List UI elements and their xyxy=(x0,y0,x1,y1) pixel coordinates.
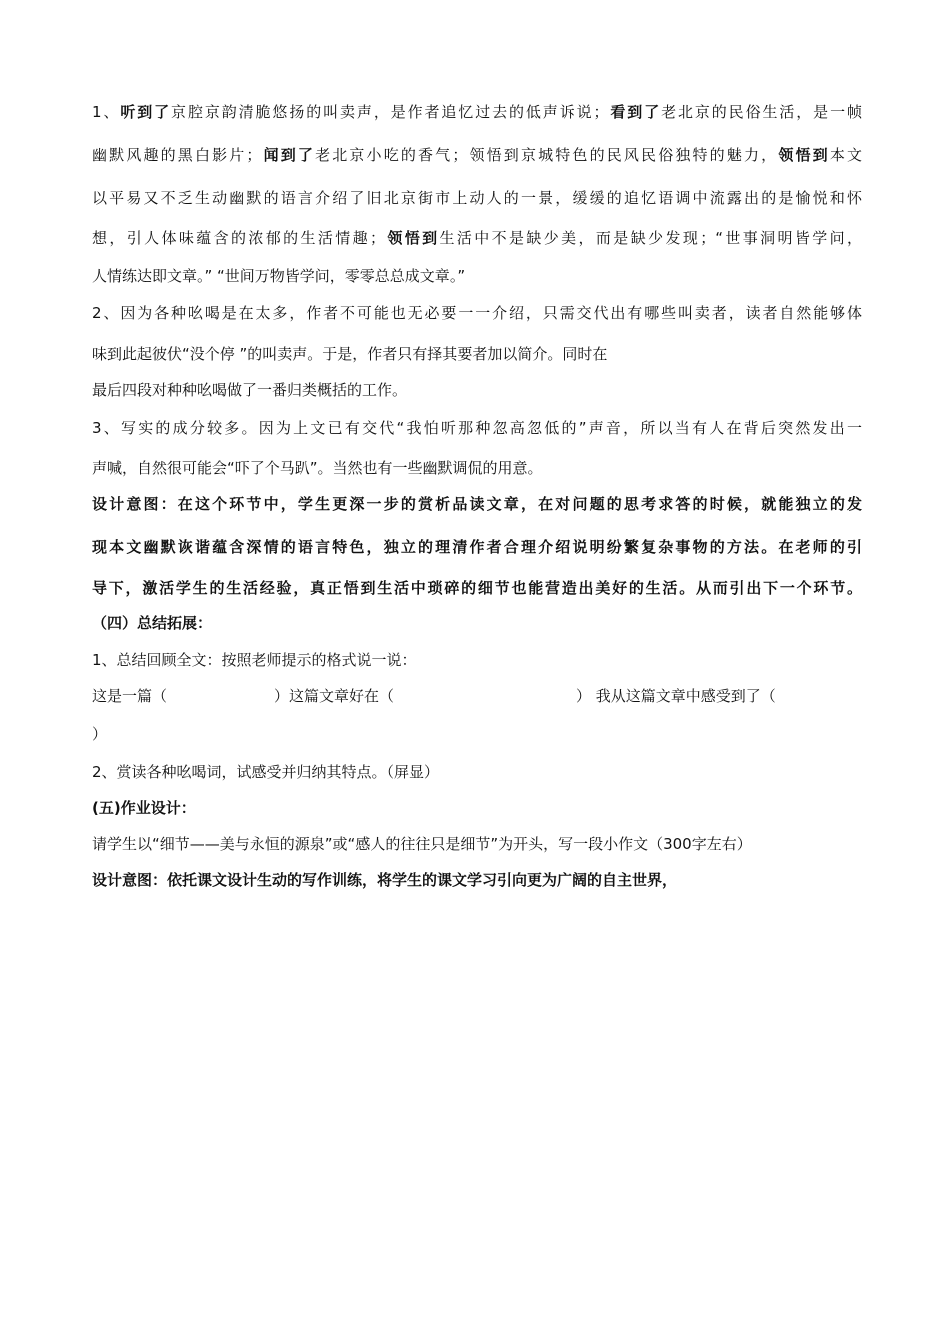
p3-line-2: 声喊，自然很可能会“吓了个马趴”。当然也有一些幽默调侃的用意。 xyxy=(92,459,543,477)
p1-line-1 xyxy=(92,102,862,122)
section-4-item-1: 1、总结回顾全文：按照老师提示的格式说一说： xyxy=(92,651,417,669)
text: 生活中不是缺少美，而是缺少发现；“世事洞明皆学问， xyxy=(439,229,862,247)
section-5-text: 请学生以“细节——美与永恒的源泉”或“感人的往往只是细节”为开头，写一段小作文（300字左右） xyxy=(92,835,752,853)
section-5-design-intent: 设计意图：依托课文设计生动的写作训练，将学生的课文学习引向更为广阔的自主世界， xyxy=(92,871,678,889)
design-intent-line-3: 导下，激活学生的生活经验，真正悟到生活中琐碎的细节也能营造出美好的生活。从而引出下一个环节。 xyxy=(92,579,862,597)
text: 想，引人体味蕴含的浓郁的生活情趣； xyxy=(92,229,386,247)
p1-line-4 xyxy=(92,228,862,248)
text: 老北京小吃的香气；领悟到京城特色的民风民俗独特的魅力， xyxy=(315,146,779,164)
p3-line-1: 3、写实的成分较多。因为上文已有交代“我怕听那种忽高忽低的”声音，所以当有人在背后突然发出一 xyxy=(92,419,862,437)
p1-line-3: 以平易又不乏生动幽默的语言介绍了旧北京街市上动人的一景，缓缓的追忆语调中流露出的是愉悦和怀 xyxy=(92,189,862,207)
bold-keyword: 闻到了 xyxy=(261,146,316,164)
p2-line-1: 2、因为各种吆喝是在太多，作者不可能也无必要一一介绍，只需交代出有哪些叫卖者，读者自然能够体 xyxy=(92,304,862,322)
p2-line-2: 味到此起彼伏“没个停 ”的叫卖声。于是，作者只有择其要者加以简介。同时在 xyxy=(92,345,608,363)
fill-c: ） 我从这篇文章中感受到了（ xyxy=(576,687,776,705)
section-4-item-2: 2、赏读各种吆喝词，试感受并归纳其特点。（屏显） xyxy=(92,763,440,781)
section-5-heading: (五)作业设计： xyxy=(92,799,196,817)
text: 老北京的民俗生活，是一帧 xyxy=(661,103,862,121)
text: 本文 xyxy=(829,146,862,164)
fill-a: 这是一篇（ xyxy=(92,687,168,705)
bold-keyword: 听到了 xyxy=(120,103,172,121)
p1-line-2 xyxy=(92,145,862,165)
fill-b: ）这篇文章好在（ xyxy=(274,687,395,705)
fill-close: ） xyxy=(92,725,108,743)
bold-keyword: 看到了 xyxy=(608,103,662,121)
bold-keyword: 领悟到 xyxy=(385,229,440,247)
text: 幽默风趣的黑白影片； xyxy=(92,146,262,164)
design-intent-line-1: 设计意图：在这个环节中，学生更深一步的赏析品读文章，在对问题的思考求答的时候，就能独立的发 xyxy=(92,495,862,513)
bold-keyword: 领悟到 xyxy=(778,146,830,164)
text: 京腔京韵清脆悠扬的叫卖声，是作者追忆过去的低声诉说； xyxy=(171,103,609,121)
text: 1、 xyxy=(92,103,121,121)
section-4-heading: （四）总结拓展： xyxy=(92,614,213,632)
p1-line-5: 人情练达即文章。” “世间万物皆学问，零零总总成文章。” xyxy=(92,267,466,285)
p2-line-3: 最后四段对种种吆喝做了一番归类概括的工作。 xyxy=(92,381,408,399)
design-intent-line-2: 现本文幽默诙谐蕴含深情的语言特色，独立的理清作者合理介绍说明纷繁复杂事物的方法。在老师的引 xyxy=(92,538,862,556)
